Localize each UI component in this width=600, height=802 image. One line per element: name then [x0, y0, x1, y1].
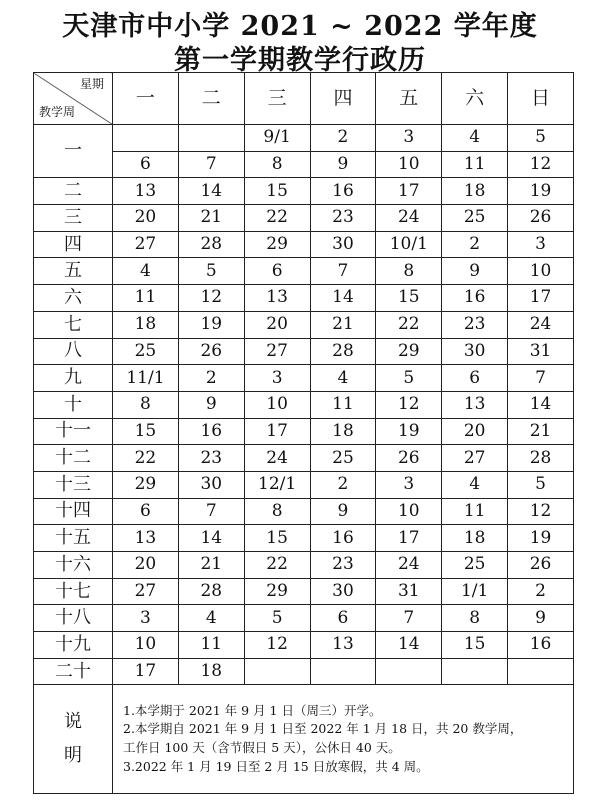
week-row	[34, 605, 574, 632]
date-cell: 4	[178, 605, 244, 632]
header-row	[34, 73, 574, 125]
date-cell	[376, 658, 442, 685]
date-cell	[113, 125, 179, 152]
date-cell: 16	[508, 632, 574, 659]
date-cell: 8	[376, 258, 442, 285]
date-cell: 9	[178, 391, 244, 418]
week-row	[34, 658, 574, 685]
date-cell: 17	[508, 285, 574, 312]
date-cell: 9	[442, 258, 508, 285]
date-cell: 30	[442, 338, 508, 365]
week-row	[34, 418, 574, 445]
date-cell: 25	[113, 338, 179, 365]
date-cell: 28	[508, 445, 574, 472]
date-cell: 18	[442, 178, 508, 205]
date-cell: 22	[376, 311, 442, 338]
date-cell: 9/1	[244, 125, 310, 152]
date-cell: 29	[244, 578, 310, 605]
week-row	[34, 445, 574, 472]
date-cell: 21	[508, 418, 574, 445]
note-line-1: 1.本学期于 2021 年 9 月 1 日（周三）开学。	[123, 702, 382, 718]
date-cell: 15	[244, 525, 310, 552]
date-cell: 13	[113, 525, 179, 552]
note-line-3: 工作日 100 天（含节假日 5 天），公休日 40 天。	[123, 740, 401, 756]
date-cell: 5	[508, 471, 574, 498]
header-day-sat: 六	[442, 73, 508, 125]
date-cell: 10	[244, 391, 310, 418]
date-cell: 11	[442, 151, 508, 178]
date-cell: 8	[244, 151, 310, 178]
notes-label-char-1: 说	[64, 711, 82, 733]
date-cell: 11	[113, 285, 179, 312]
date-cell: 12/1	[244, 471, 310, 498]
date-cell: 16	[310, 525, 376, 552]
notes-label-char-2: 明	[64, 745, 82, 767]
date-cell: 22	[244, 552, 310, 579]
corner-week-label: 教学周	[39, 105, 76, 119]
date-cell: 12	[508, 498, 574, 525]
week-label: 五	[34, 258, 113, 285]
date-cell: 18	[442, 525, 508, 552]
notes-label	[34, 685, 113, 794]
date-cell: 2	[310, 471, 376, 498]
week-row	[34, 285, 574, 312]
date-cell: 11	[178, 632, 244, 659]
notes-row	[34, 685, 574, 794]
date-cell: 26	[178, 338, 244, 365]
week-label: 二	[34, 178, 113, 205]
week-label: 十三	[34, 471, 113, 498]
date-cell: 3	[244, 365, 310, 392]
header-day-thu: 四	[310, 73, 376, 125]
week-row	[34, 552, 574, 579]
date-cell: 11/1	[113, 365, 179, 392]
date-cell: 24	[376, 205, 442, 232]
week-row	[34, 258, 574, 285]
date-cell: 31	[508, 338, 574, 365]
date-cell: 4	[113, 258, 179, 285]
date-cell: 26	[508, 552, 574, 579]
week-row	[34, 311, 574, 338]
date-cell: 6	[442, 365, 508, 392]
date-cell: 2	[310, 125, 376, 152]
week-row	[34, 525, 574, 552]
date-cell: 16	[178, 418, 244, 445]
week-label: 二十	[34, 658, 113, 685]
week-label: 十二	[34, 445, 113, 472]
date-cell: 6	[244, 258, 310, 285]
date-cell: 14	[508, 391, 574, 418]
date-cell: 22	[244, 205, 310, 232]
week-row	[34, 498, 574, 525]
date-cell: 18	[310, 418, 376, 445]
title-line-2: 第一学期教学行政历	[174, 45, 426, 76]
week-row	[34, 338, 574, 365]
date-cell: 2	[442, 231, 508, 258]
date-cell: 17	[376, 178, 442, 205]
date-cell: 18	[178, 658, 244, 685]
date-cell: 19	[508, 178, 574, 205]
date-cell: 20	[244, 311, 310, 338]
week-row	[34, 178, 574, 205]
date-cell: 19	[508, 525, 574, 552]
date-cell: 15	[442, 632, 508, 659]
title-line-1: 天津市中小学 2021 ~ 2022 学年度	[62, 11, 538, 42]
date-cell: 13	[310, 632, 376, 659]
date-cell: 10/1	[376, 231, 442, 258]
week-label: 十八	[34, 605, 113, 632]
date-cell: 3	[376, 471, 442, 498]
date-cell: 7	[178, 151, 244, 178]
week-row	[34, 231, 574, 258]
date-cell: 19	[178, 311, 244, 338]
date-cell: 12	[376, 391, 442, 418]
date-cell: 8	[442, 605, 508, 632]
date-cell: 10	[113, 632, 179, 659]
date-cell: 23	[310, 552, 376, 579]
date-cell: 25	[442, 552, 508, 579]
date-cell: 23	[178, 445, 244, 472]
date-cell: 9	[508, 605, 574, 632]
corner-weekday-label: 星期	[79, 77, 104, 91]
date-cell: 29	[376, 338, 442, 365]
date-cell: 17	[376, 525, 442, 552]
week-label: 三	[34, 205, 113, 232]
date-cell: 10	[376, 498, 442, 525]
date-cell: 2	[178, 365, 244, 392]
week-label: 九	[34, 365, 113, 392]
date-cell: 28	[310, 338, 376, 365]
date-cell: 23	[310, 205, 376, 232]
date-cell: 30	[310, 578, 376, 605]
date-cell: 11	[310, 391, 376, 418]
date-cell: 18	[113, 311, 179, 338]
week-label: 一	[34, 125, 113, 178]
header-day-tue: 二	[178, 73, 244, 125]
date-cell: 27	[113, 578, 179, 605]
date-cell: 21	[178, 205, 244, 232]
date-cell: 9	[310, 151, 376, 178]
date-cell: 9	[310, 498, 376, 525]
date-cell: 1/1	[442, 578, 508, 605]
week-row	[34, 365, 574, 392]
header-day-wed: 三	[244, 73, 310, 125]
date-cell: 20	[113, 552, 179, 579]
week-label: 十六	[34, 552, 113, 579]
date-cell: 23	[442, 311, 508, 338]
note-line-2: 2.本学期自 2021 年 9 月 1 日至 2022 年 1 月 18 日，共 20 教学周，	[123, 721, 523, 737]
date-cell: 19	[376, 418, 442, 445]
notes-content	[113, 685, 574, 794]
week-label: 八	[34, 338, 113, 365]
week-row	[34, 578, 574, 605]
week-label: 十	[34, 391, 113, 418]
week-label: 六	[34, 285, 113, 312]
date-cell: 14	[310, 285, 376, 312]
calendar-table	[33, 72, 574, 794]
date-cell: 4	[442, 471, 508, 498]
week-label: 十七	[34, 578, 113, 605]
date-cell	[442, 658, 508, 685]
date-cell: 4	[310, 365, 376, 392]
date-cell	[244, 658, 310, 685]
date-cell: 15	[244, 178, 310, 205]
date-cell: 14	[178, 525, 244, 552]
date-cell: 10	[508, 258, 574, 285]
week-row	[34, 471, 574, 498]
week-label: 十九	[34, 632, 113, 659]
date-cell: 12	[244, 632, 310, 659]
date-cell: 7	[376, 605, 442, 632]
date-cell: 24	[376, 552, 442, 579]
date-cell: 13	[244, 285, 310, 312]
date-cell: 7	[310, 258, 376, 285]
date-cell: 26	[376, 445, 442, 472]
date-cell: 15	[113, 418, 179, 445]
date-cell: 2	[508, 578, 574, 605]
header-corner	[34, 73, 113, 125]
date-cell: 14	[376, 632, 442, 659]
date-cell: 24	[244, 445, 310, 472]
date-cell: 17	[244, 418, 310, 445]
note-line-4: 3.2022 年 1 月 19 日至 2 月 15 日放寒假，共 4 周。	[123, 758, 429, 774]
week-label: 四	[34, 231, 113, 258]
date-cell: 11	[442, 498, 508, 525]
date-cell: 3	[113, 605, 179, 632]
date-cell: 31	[376, 578, 442, 605]
date-cell: 8	[244, 498, 310, 525]
date-cell: 8	[113, 391, 179, 418]
date-cell: 27	[244, 338, 310, 365]
date-cell: 20	[113, 205, 179, 232]
date-cell: 20	[442, 418, 508, 445]
date-cell: 29	[113, 471, 179, 498]
header-day-mon: 一	[113, 73, 179, 125]
date-cell: 13	[113, 178, 179, 205]
date-cell: 16	[442, 285, 508, 312]
date-cell: 5	[376, 365, 442, 392]
date-cell: 3	[376, 125, 442, 152]
week-row	[34, 151, 574, 178]
date-cell: 24	[508, 311, 574, 338]
date-cell: 13	[442, 391, 508, 418]
date-cell: 30	[178, 471, 244, 498]
date-cell: 12	[508, 151, 574, 178]
week-row	[34, 391, 574, 418]
date-cell: 12	[178, 285, 244, 312]
date-cell: 27	[113, 231, 179, 258]
date-cell: 10	[376, 151, 442, 178]
date-cell: 6	[310, 605, 376, 632]
date-cell	[310, 658, 376, 685]
date-cell: 5	[508, 125, 574, 152]
date-cell: 22	[113, 445, 179, 472]
date-cell: 3	[508, 231, 574, 258]
date-cell: 27	[442, 445, 508, 472]
date-cell: 28	[178, 578, 244, 605]
week-label: 十五	[34, 525, 113, 552]
date-cell	[178, 125, 244, 152]
week-label: 七	[34, 311, 113, 338]
header-day-sun: 日	[508, 73, 574, 125]
date-cell	[508, 658, 574, 685]
date-cell: 5	[244, 605, 310, 632]
week-label: 十四	[34, 498, 113, 525]
date-cell: 14	[178, 178, 244, 205]
date-cell: 28	[178, 231, 244, 258]
date-cell: 4	[442, 125, 508, 152]
date-cell: 5	[178, 258, 244, 285]
date-cell: 21	[178, 552, 244, 579]
date-cell: 25	[310, 445, 376, 472]
date-cell: 7	[178, 498, 244, 525]
date-cell: 16	[310, 178, 376, 205]
week-row	[34, 125, 574, 152]
date-cell: 21	[310, 311, 376, 338]
date-cell: 30	[310, 231, 376, 258]
week-row	[34, 632, 574, 659]
header-day-fri: 五	[376, 73, 442, 125]
date-cell: 15	[376, 285, 442, 312]
date-cell: 6	[113, 498, 179, 525]
date-cell: 6	[113, 151, 179, 178]
date-cell: 25	[442, 205, 508, 232]
date-cell: 26	[508, 205, 574, 232]
date-cell: 29	[244, 231, 310, 258]
date-cell: 17	[113, 658, 179, 685]
week-label: 十一	[34, 418, 113, 445]
date-cell: 7	[508, 365, 574, 392]
week-row	[34, 205, 574, 232]
